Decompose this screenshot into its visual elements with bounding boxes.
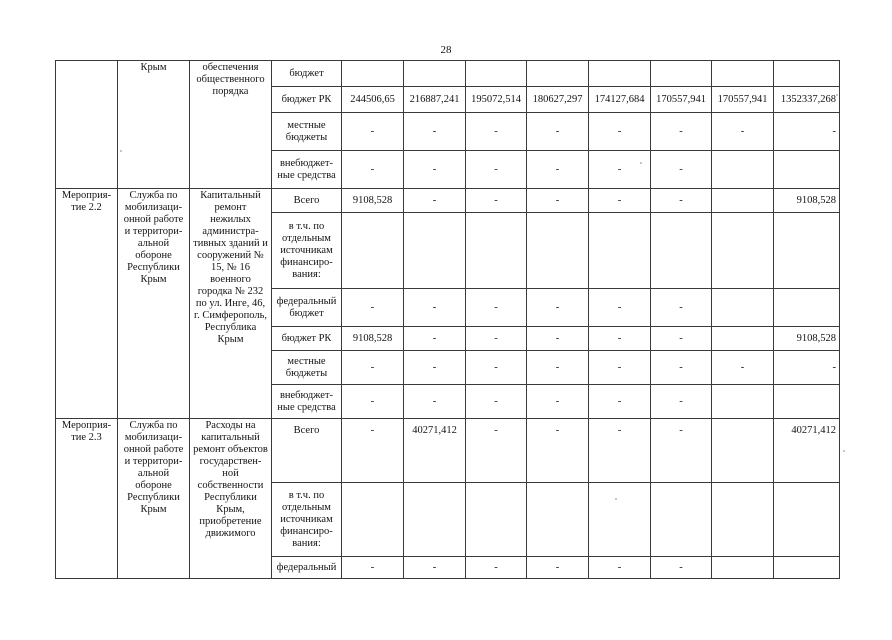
amount-cell: - <box>527 327 589 351</box>
amount-cell <box>712 61 774 87</box>
funding-source-label: федеральный <box>272 557 342 579</box>
amount-cell: - <box>712 113 774 151</box>
amount-cell: - <box>651 113 712 151</box>
amount-cell: - <box>466 151 527 189</box>
amount-cell: - <box>589 189 651 213</box>
table-row <box>56 419 840 483</box>
amount-cell: 9108,528 <box>774 327 840 351</box>
amount-cell: - <box>404 385 466 419</box>
amount-cell: - <box>466 557 527 579</box>
amount-cell: - <box>466 289 527 327</box>
funding-source-label: местные бюджеты <box>272 113 342 151</box>
amount-cell: 170557,941 <box>712 87 774 113</box>
scan-speck <box>615 498 617 500</box>
amount-cell: - <box>466 189 527 213</box>
scan-speck <box>836 94 838 96</box>
amount-cell <box>712 483 774 557</box>
amount-cell <box>404 61 466 87</box>
amount-cell: 9108,528 <box>774 189 840 213</box>
scan-speck <box>843 450 845 452</box>
amount-cell: - <box>527 113 589 151</box>
funding-source-label: внебюджет-ные средства <box>272 151 342 189</box>
amount-cell: - <box>589 351 651 385</box>
amount-cell: - <box>651 351 712 385</box>
amount-cell: - <box>466 327 527 351</box>
amount-cell: - <box>342 419 404 483</box>
amount-cell: - <box>527 419 589 483</box>
amount-cell <box>589 483 651 557</box>
amount-cell: - <box>589 557 651 579</box>
funding-source-label: бюджет РК <box>272 87 342 113</box>
amount-cell <box>712 327 774 351</box>
amount-cell: - <box>466 113 527 151</box>
amount-cell: - <box>712 351 774 385</box>
amount-cell: - <box>527 151 589 189</box>
measure-name: Мероприя-тие 2.2 <box>56 189 118 419</box>
description-cell: обеспечения общественного порядка <box>190 61 272 189</box>
funding-source-label: Всего <box>272 189 342 213</box>
amount-cell: 1352337,268 <box>774 87 840 113</box>
amount-cell: - <box>527 385 589 419</box>
amount-cell: 170557,941 <box>651 87 712 113</box>
scan-speck <box>120 150 122 152</box>
amount-cell: - <box>589 113 651 151</box>
amount-cell <box>712 189 774 213</box>
amount-cell <box>651 483 712 557</box>
executor-cell: Служба по мобилизаци-онной работе и территори-альной обороне Республики Крым <box>118 419 190 579</box>
measure-name: Мероприя-тие 2.3 <box>56 419 118 579</box>
amount-cell: - <box>404 189 466 213</box>
amount-cell <box>342 213 404 289</box>
amount-cell <box>466 61 527 87</box>
amount-cell <box>466 483 527 557</box>
funding-source-label: федеральный бюджет <box>272 289 342 327</box>
amount-cell: - <box>342 557 404 579</box>
amount-cell <box>527 213 589 289</box>
description-cell: Расходы на капитальный ремонт объектов государствен-ной собственности Республики Крым, приобретение движимого <box>190 419 272 579</box>
budget-table <box>55 60 840 579</box>
amount-cell <box>342 483 404 557</box>
amount-cell: 9108,528 <box>342 189 404 213</box>
amount-cell: - <box>527 351 589 385</box>
amount-cell: - <box>466 419 527 483</box>
amount-cell: - <box>651 385 712 419</box>
executor-cell: Служба по мобилизаци-онной работе и территори-альной обороне Республики Крым <box>118 189 190 419</box>
amount-cell <box>712 289 774 327</box>
amount-cell <box>589 213 651 289</box>
amount-cell <box>404 483 466 557</box>
amount-cell <box>774 151 840 189</box>
amount-cell: - <box>774 113 840 151</box>
amount-cell: - <box>404 557 466 579</box>
amount-cell: - <box>527 557 589 579</box>
funding-source-label: бюджет РК <box>272 327 342 351</box>
amount-cell <box>774 289 840 327</box>
amount-cell: 40271,412 <box>404 419 466 483</box>
amount-cell <box>712 151 774 189</box>
table-row <box>56 189 840 213</box>
amount-cell: - <box>404 327 466 351</box>
amount-cell <box>651 61 712 87</box>
amount-cell <box>527 61 589 87</box>
scan-speck <box>640 162 642 164</box>
amount-cell: - <box>774 351 840 385</box>
amount-cell: 180627,297 <box>527 87 589 113</box>
amount-cell: - <box>466 385 527 419</box>
amount-cell: - <box>404 151 466 189</box>
amount-cell <box>404 213 466 289</box>
amount-cell: - <box>404 113 466 151</box>
amount-cell <box>712 419 774 483</box>
amount-cell: 9108,528 <box>342 327 404 351</box>
amount-cell: - <box>651 151 712 189</box>
amount-cell: - <box>651 327 712 351</box>
table-row <box>56 61 840 87</box>
amount-cell: - <box>527 189 589 213</box>
amount-cell <box>774 557 840 579</box>
amount-cell: 216887,241 <box>404 87 466 113</box>
funding-source-label: внебюджет-ные средства <box>272 385 342 419</box>
amount-cell <box>712 557 774 579</box>
amount-cell: - <box>404 289 466 327</box>
amount-cell: - <box>651 189 712 213</box>
amount-cell <box>774 385 840 419</box>
amount-cell: - <box>589 289 651 327</box>
amount-cell <box>774 61 840 87</box>
amount-cell: - <box>342 385 404 419</box>
amount-cell <box>774 213 840 289</box>
executor-cell: Крым <box>118 61 190 189</box>
amount-cell: - <box>342 151 404 189</box>
amount-cell: - <box>342 289 404 327</box>
measure-name <box>56 61 118 189</box>
amount-cell: - <box>589 419 651 483</box>
description-cell: Капитальный ремонт нежилых администра-тивных зданий и сооружений № 15, № 16 военного городка № 232 по ул. Инге, 46, г. Симферополь, Республика Крым <box>190 189 272 419</box>
amount-cell <box>589 61 651 87</box>
amount-cell: 40271,412 <box>774 419 840 483</box>
funding-source-label: в т.ч. по отдельным источникам финансиро-вания: <box>272 483 342 557</box>
amount-cell: - <box>342 113 404 151</box>
amount-cell <box>651 213 712 289</box>
amount-cell: 195072,514 <box>466 87 527 113</box>
page-number: 28 <box>440 44 452 56</box>
amount-cell: - <box>651 557 712 579</box>
amount-cell: 244506,65 <box>342 87 404 113</box>
amount-cell: - <box>466 351 527 385</box>
amount-cell: - <box>651 289 712 327</box>
amount-cell: - <box>527 289 589 327</box>
amount-cell: 174127,684 <box>589 87 651 113</box>
funding-source-label: бюджет <box>272 61 342 87</box>
amount-cell <box>712 213 774 289</box>
amount-cell: - <box>342 351 404 385</box>
amount-cell: - <box>651 419 712 483</box>
amount-cell <box>527 483 589 557</box>
amount-cell: - <box>589 385 651 419</box>
amount-cell <box>466 213 527 289</box>
funding-source-label: местные бюджеты <box>272 351 342 385</box>
funding-source-label: в т.ч. по отдельным источникам финансиро-вания: <box>272 213 342 289</box>
funding-source-label: Всего <box>272 419 342 483</box>
amount-cell: - <box>589 151 651 189</box>
amount-cell: - <box>404 351 466 385</box>
amount-cell <box>712 385 774 419</box>
amount-cell: - <box>589 327 651 351</box>
amount-cell <box>342 61 404 87</box>
amount-cell <box>774 483 840 557</box>
